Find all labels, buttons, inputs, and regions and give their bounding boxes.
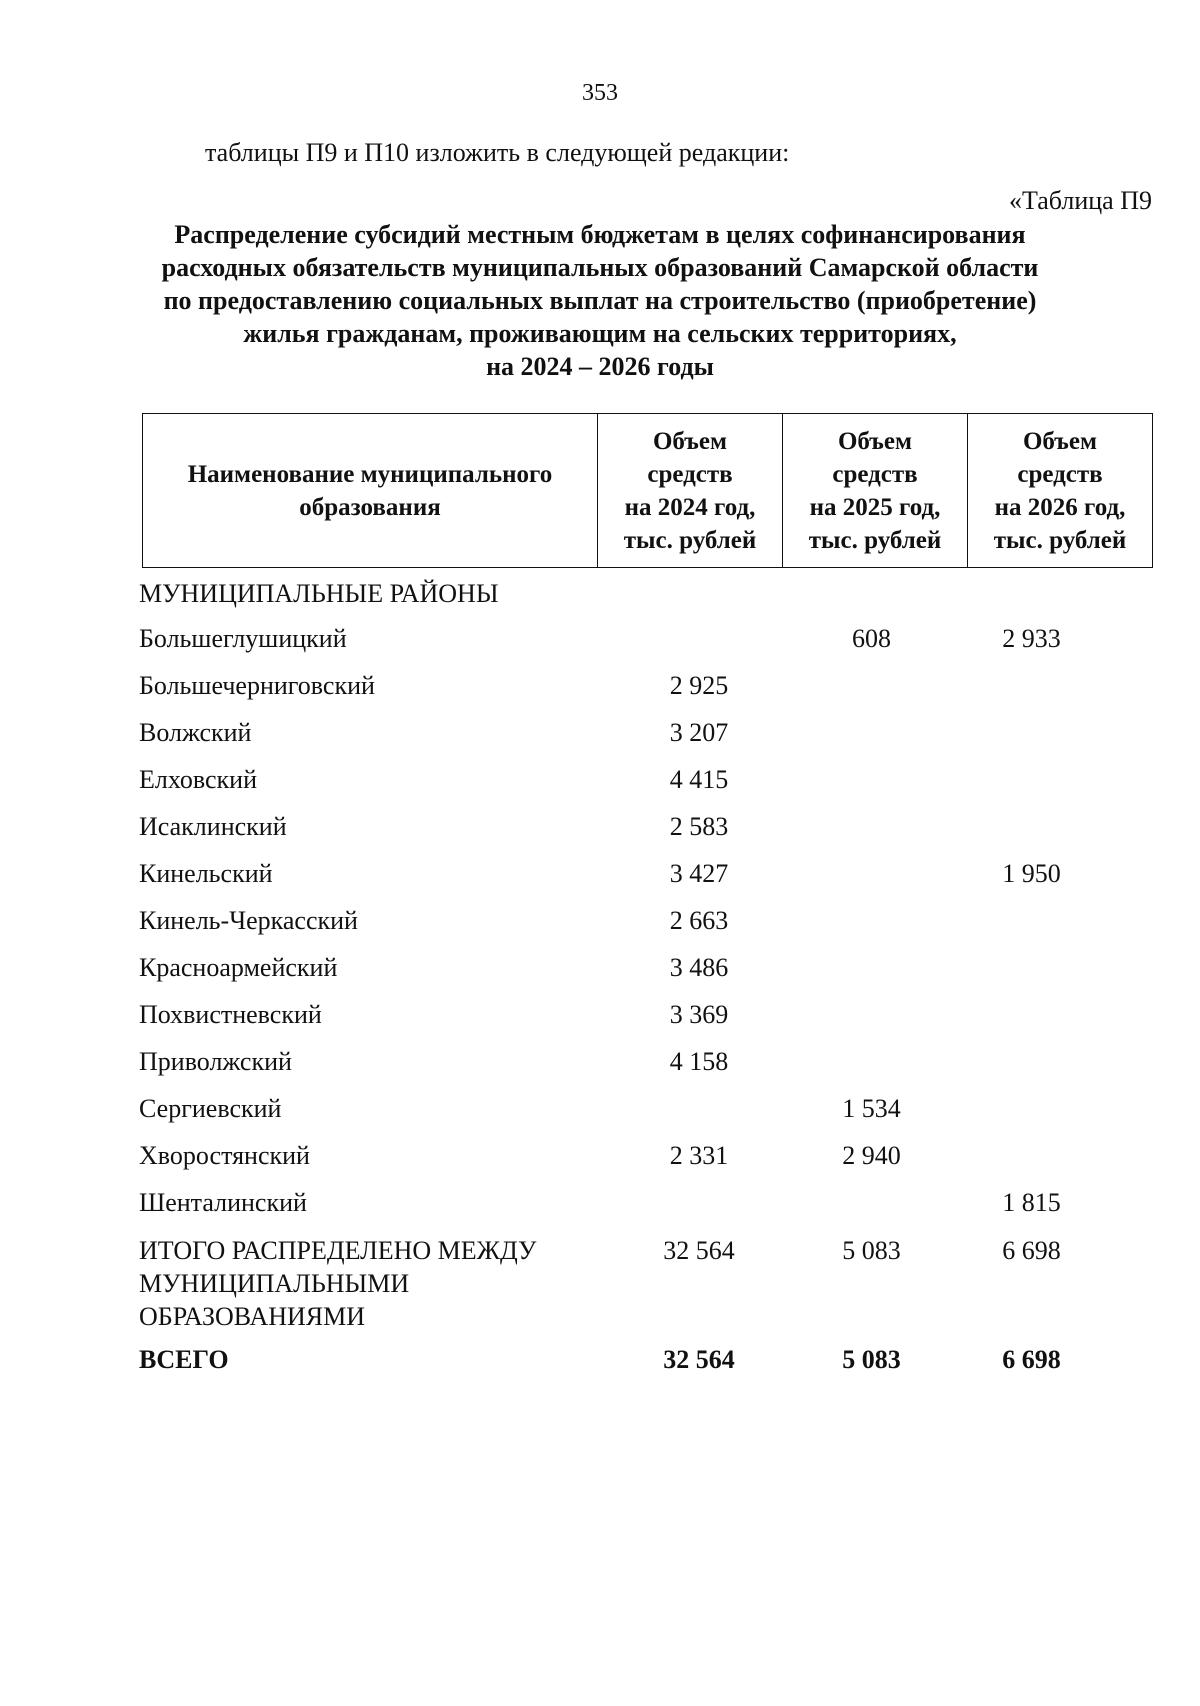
value-2024: 3 427 xyxy=(669,859,729,888)
grand-total-row xyxy=(139,1344,1099,1391)
district-name: Большечерниговский xyxy=(139,671,375,700)
value-2025 xyxy=(779,764,964,811)
value-2025 xyxy=(779,670,964,717)
value-2026 xyxy=(964,1093,1099,1140)
table-header xyxy=(142,413,1153,568)
value-2024: 2 925 xyxy=(669,671,729,700)
value-2025 xyxy=(779,858,964,905)
table-row xyxy=(139,905,1099,952)
district-name: Красноармейский xyxy=(139,953,338,982)
section-row xyxy=(139,578,1099,623)
value-2026: 2 933 xyxy=(1002,624,1061,653)
value-2026: 1 950 xyxy=(1002,859,1061,888)
column-header-2024: Объем средств на 2024 год, тыс. рублей xyxy=(598,414,783,568)
title-line: расходных обязательств муниципальных образований Самарской области xyxy=(161,253,1039,282)
table-row xyxy=(139,1187,1099,1234)
value-2026 xyxy=(964,717,1099,764)
value-2025 xyxy=(779,999,964,1046)
district-name: Сергиевский xyxy=(139,1094,282,1123)
value-2025: 608 xyxy=(852,624,891,653)
table-title xyxy=(100,218,1100,383)
table-row xyxy=(139,717,1099,764)
table-row xyxy=(139,623,1099,670)
value-2025 xyxy=(779,1046,964,1093)
value-2025: 2 940 xyxy=(842,1141,901,1170)
column-header-2025: Объем средств на 2025 год, тыс. рублей xyxy=(783,414,968,568)
table-row xyxy=(139,670,1099,717)
value-2024 xyxy=(619,623,779,670)
district-name: Кинельский xyxy=(139,859,273,888)
value-2024 xyxy=(619,1093,779,1140)
section-title: МУНИЦИПАЛЬНЫЕ РАЙОНЫ xyxy=(139,579,499,608)
table-row xyxy=(139,811,1099,858)
table-row xyxy=(139,764,1099,811)
value-2024: 3 207 xyxy=(669,718,729,747)
value-2024: 4 415 xyxy=(669,765,729,794)
value-2025 xyxy=(779,717,964,764)
value-2024: 2 583 xyxy=(669,812,729,841)
value-2024: 2 663 xyxy=(669,906,729,935)
value-2025: 1 534 xyxy=(842,1094,901,1123)
value-2026 xyxy=(964,952,1099,999)
column-header-2026: Объем средств на 2026 год, тыс. рублей xyxy=(968,414,1153,568)
value-2026 xyxy=(964,811,1099,858)
title-line: Распределение субсидий местным бюджетам в целях софинансирования xyxy=(174,220,1026,249)
table-row xyxy=(139,858,1099,905)
total-label: ИТОГО РАСПРЕДЕЛЕНО МЕЖДУ МУНИЦИПАЛЬНЫМИ ОБРАЗОВАНИЯМИ xyxy=(139,1236,537,1331)
value-2025 xyxy=(779,952,964,999)
table-row xyxy=(139,1046,1099,1093)
value-2025 xyxy=(779,1187,964,1234)
title-line: жилья гражданам, проживающим на сельских территориях, xyxy=(243,319,957,348)
title-line: по предоставлению социальных выплат на строительство (приобретение) xyxy=(163,286,1037,315)
district-name: Большеглушицкий xyxy=(139,624,347,653)
value-2024: 3 486 xyxy=(669,953,729,982)
title-line: на 2024 – 2026 годы xyxy=(486,352,714,381)
grand-total-2025: 5 083 xyxy=(842,1345,901,1374)
district-name: Приволжский xyxy=(139,1047,292,1076)
total-2026: 6 698 xyxy=(1002,1236,1061,1265)
table-row xyxy=(139,952,1099,999)
value-2024 xyxy=(619,1187,779,1234)
value-2024: 2 331 xyxy=(669,1141,729,1170)
page-number: 353 xyxy=(582,80,618,106)
table-label: «Таблица П9 xyxy=(1009,186,1152,215)
district-name: Исаклинский xyxy=(139,812,287,841)
grand-total-label: ВСЕГО xyxy=(139,1345,229,1374)
value-2026 xyxy=(964,764,1099,811)
total-2024: 32 564 xyxy=(663,1236,735,1265)
total-row xyxy=(139,1234,1099,1344)
value-2026 xyxy=(964,670,1099,717)
column-header-name: Наименование муниципального образования xyxy=(143,414,598,568)
value-2026 xyxy=(964,999,1099,1046)
value-2026 xyxy=(964,1140,1099,1187)
value-2024: 4 158 xyxy=(669,1047,729,1076)
table-row xyxy=(139,1093,1099,1140)
value-2024: 3 369 xyxy=(669,1000,729,1029)
value-2026: 1 815 xyxy=(1002,1188,1061,1217)
intro-text: таблицы П9 и П10 изложить в следующей редакции: xyxy=(205,138,790,167)
district-name: Елховский xyxy=(139,765,257,794)
total-2025: 5 083 xyxy=(842,1236,901,1265)
value-2026 xyxy=(964,1046,1099,1093)
district-name: Волжский xyxy=(139,718,252,747)
value-2025 xyxy=(779,905,964,952)
table-row xyxy=(139,999,1099,1046)
district-name: Кинель-Черкасский xyxy=(139,906,358,935)
district-name: Хворостянский xyxy=(139,1141,310,1170)
district-name: Шенталинский xyxy=(139,1188,307,1217)
value-2026 xyxy=(964,905,1099,952)
table-body xyxy=(139,578,1099,1391)
grand-total-2026: 6 698 xyxy=(1002,1345,1061,1374)
grand-total-2024: 32 564 xyxy=(663,1345,735,1374)
district-name: Похвистневский xyxy=(139,1000,322,1029)
table-row xyxy=(139,1140,1099,1187)
value-2025 xyxy=(779,811,964,858)
